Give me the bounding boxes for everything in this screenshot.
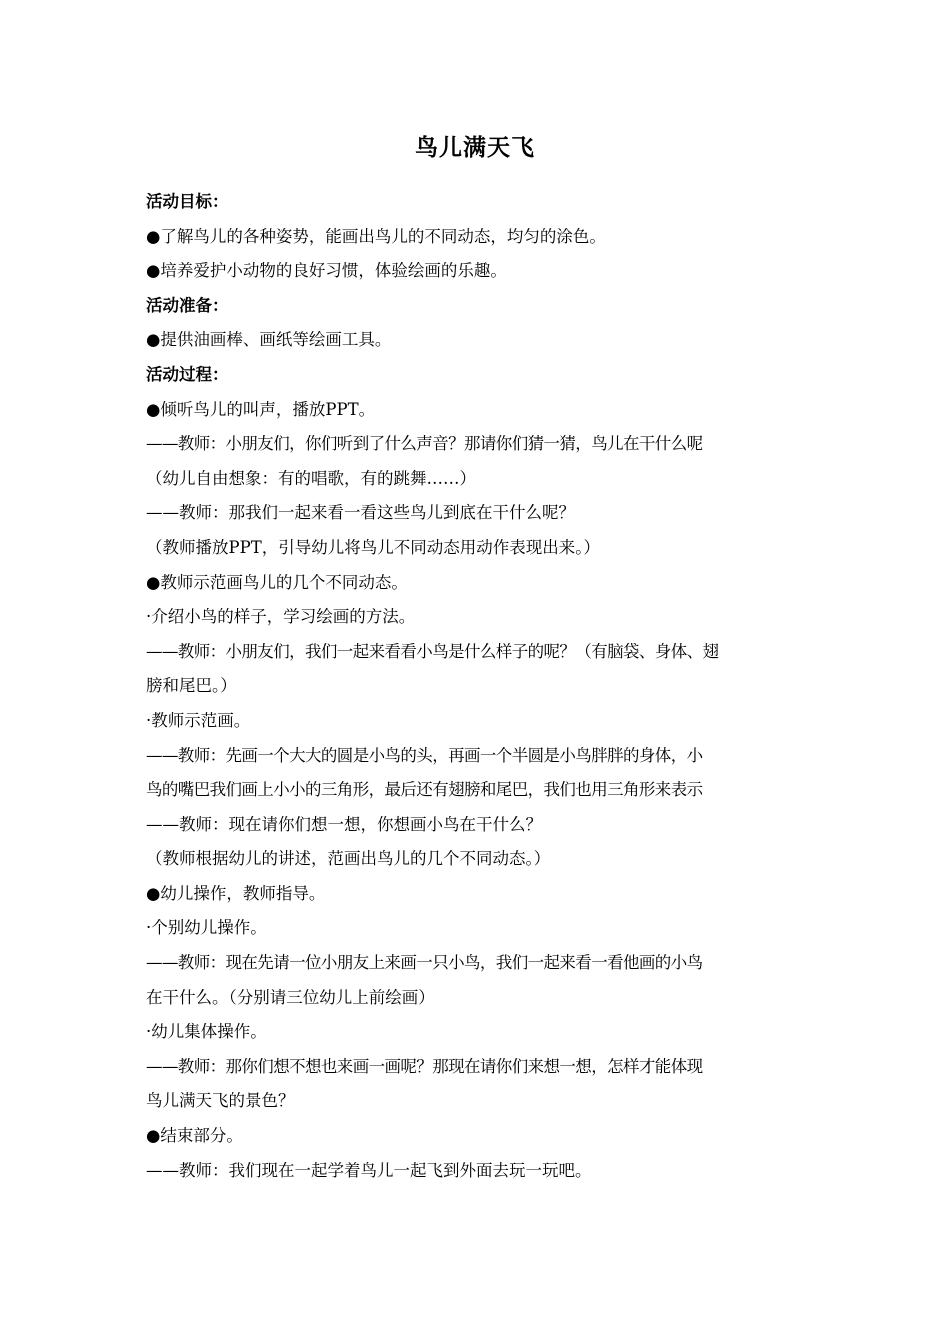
sub-step: ·教师示范画。 [146,710,251,730]
goal-item: ●培养爱护小动物的良好习惯，体验绘画的乐趣。 [146,261,507,281]
note-text: （教师根据幼儿的讲述，范画出鸟儿的几个不同动态。） [146,849,551,869]
process-step: ●结束部分。 [146,1126,243,1146]
preparation-item: ●提供油画棒、画纸等绘画工具。 [146,330,392,350]
section-heading-goals: 活动目标： [146,192,229,211]
teacher-dialogue: ——教师：现在请你们想一想，你想画小鸟在干什么？ [146,814,542,834]
process-step: ●幼儿操作，教师指导。 [146,883,326,903]
sub-step: ·个别幼儿操作。 [146,918,267,938]
teacher-dialogue: ——教师：那我们一起来看一看这些鸟儿到底在干什么呢？ [146,503,575,523]
teacher-dialogue: ——教师：现在先请一位小朋友上来画一只小鸟，我们一起来看一看他画的小鸟 [146,953,703,973]
teacher-dialogue: ——教师：先画一个大大的圆是小鸟的头，再画一个半圆是小鸟胖胖的身体，小 [146,745,703,765]
teacher-dialogue: ——教师：我们现在一起学着鸟儿一起飞到外面去玩一玩吧。 [146,1160,592,1180]
section-heading-preparation: 活动准备： [146,295,229,315]
teacher-dialogue-continued: 膀和尾巴。） [146,676,237,696]
teacher-dialogue: ——教师：小朋友们，你们听到了什么声音？那请你们猜一猜，鸟儿在干什么呢 [146,434,703,454]
process-step: ●倾听鸟儿的叫声，播放PPT。 [146,399,376,419]
sub-step: ·幼儿集体操作。 [146,1022,267,1042]
teacher-dialogue-continued: 鸟的嘴巴我们画上小小的三角形，最后还有翅膀和尾巴，我们也用三角形来表示 [146,780,703,800]
sub-step: ·介绍小鸟的样子，学习绘画的方法。 [146,607,416,627]
teacher-dialogue-continued: 鸟儿满天飞的景色？ [146,1091,295,1111]
teacher-dialogue: ——教师：小朋友们，我们一起来看看小鸟是什么样子的呢？（有脑袋、身体、翅 [146,641,719,661]
section-heading-process: 活动过程： [146,364,229,384]
teacher-dialogue-continued: 在干什么。（分别请三位幼儿上前绘画） [146,987,435,1007]
process-step: ●教师示范画鸟儿的几个不同动态。 [146,572,408,592]
document-title: 鸟儿满天飞 [415,135,535,161]
note-text: （教师播放PPT，引导幼儿将鸟儿不同动态用动作表现出来。） [146,537,600,557]
goal-item: ●了解鸟儿的各种姿势，能画出鸟儿的不同动态，均匀的涂色。 [146,226,606,246]
document-body [146,185,812,1188]
teacher-dialogue: ——教师：那你们想不想也来画一画呢？那现在请你们来想一想，怎样才能体现 [146,1056,703,1076]
note-text: （幼儿自由想象：有的唱歌，有的跳舞……） [146,468,476,488]
